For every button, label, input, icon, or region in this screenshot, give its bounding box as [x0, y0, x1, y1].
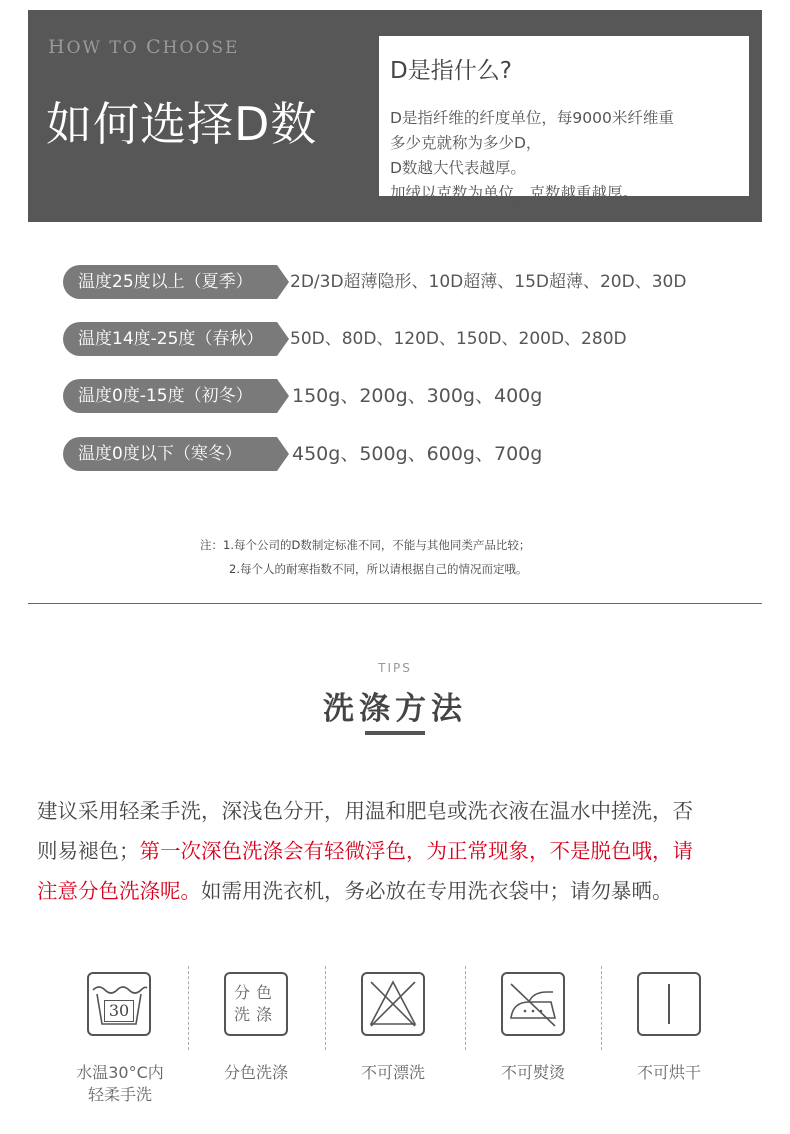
- separate-wash-icon: 分色 洗涤: [224, 972, 288, 1036]
- d-info-question: D是指什么?: [390, 58, 512, 84]
- care-label: 不可烘干: [636, 1063, 701, 1082]
- care-separator: [188, 966, 189, 1050]
- warning-text: 注意分色洗涤呢。: [37, 879, 201, 903]
- season-row: [63, 437, 763, 471]
- d-info-line: D是指纤维的纤度单位，每9000米纤维重: [390, 109, 674, 127]
- wash-temperature-badge: 30: [104, 1000, 134, 1022]
- d-info-box: [379, 36, 749, 202]
- header-banner: [28, 10, 762, 222]
- season-label: 温度25度以上（夏季）: [63, 265, 277, 299]
- title-underline: [365, 731, 425, 735]
- care-label: 不可熨烫: [500, 1063, 565, 1082]
- season-label: 温度0度以下（寒冬）: [63, 437, 277, 471]
- page-title: 如何选择D数: [46, 97, 318, 151]
- care-label: 水温30°C内 轻柔手洗: [76, 1063, 164, 1104]
- season-row: [63, 265, 763, 299]
- no-iron-icon: [501, 972, 565, 1036]
- washing-paragraph-line: 注意分色洗涤呢。如需用洗衣机，务必放在专用洗衣袋中；请勿暴晒。: [37, 879, 673, 903]
- no-tumble-dry-icon: [637, 972, 701, 1036]
- note-line: 2.每个人的耐寒指数不同，所以请根据自己的情况而定哦。: [229, 562, 528, 576]
- header-eyebrow: HOW TO CHOOSE: [48, 36, 240, 58]
- washing-title: 洗涤方法: [323, 691, 467, 727]
- season-row: [63, 379, 763, 413]
- hand-wash-30-icon: [87, 972, 151, 1036]
- no-bleach-icon: [361, 972, 425, 1036]
- season-label: 温度0度-15度（初冬）: [63, 379, 277, 413]
- washing-paragraph-line: 建议采用轻柔手洗，深浅色分开，用温和肥皂或洗衣液在温水中搓洗，否: [37, 799, 693, 823]
- d-info-line: 加绒以克数为单位，克数越重越厚。: [390, 184, 639, 202]
- care-label: 分色洗涤: [223, 1063, 288, 1082]
- note-line: 注：1.每个公司的D数制定标准不同，不能与其他同类产品比较；: [200, 538, 531, 552]
- d-info-line: 多少克就称为多少D，: [390, 134, 542, 152]
- care-label: 不可漂洗: [360, 1063, 425, 1082]
- season-value: 150g、200g、300g、400g: [292, 385, 543, 407]
- care-separator: [601, 966, 602, 1050]
- washing-paragraph-line: 则易褪色；第一次深色洗涤会有轻微浮色，为正常现象，不是脱色哦，请: [37, 839, 693, 863]
- tips-eyebrow: TIPS: [378, 661, 412, 675]
- season-label: 温度14度-25度（春秋）: [63, 322, 277, 356]
- warning-text: 第一次深色洗涤会有轻微浮色，为正常现象，不是脱色哦，请: [139, 839, 693, 863]
- d-info-line: D数越大代表越厚。: [390, 159, 526, 177]
- season-value: 50D、80D、120D、150D、200D、280D: [290, 329, 627, 349]
- season-row: [63, 322, 763, 356]
- care-separator: [325, 966, 326, 1050]
- section-divider: [28, 603, 762, 604]
- season-value: 2D/3D超薄隐形、10D超薄、15D超薄、20D、30D: [290, 272, 687, 292]
- season-value: 450g、500g、600g、700g: [292, 443, 543, 465]
- care-separator: [465, 966, 466, 1050]
